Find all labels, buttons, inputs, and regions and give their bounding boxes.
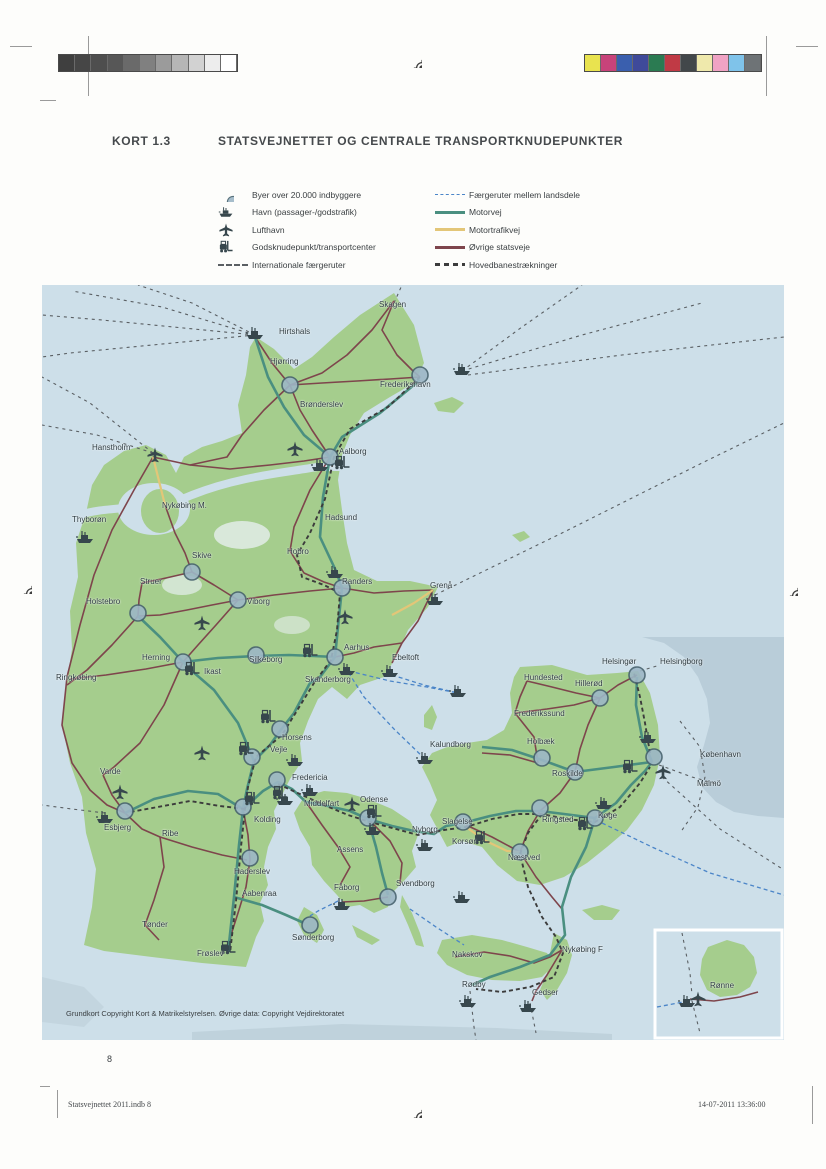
registration-mark-top — [404, 50, 422, 68]
city-marker — [242, 850, 258, 866]
city-marker — [380, 889, 396, 905]
map-city-label: Frøslev — [197, 949, 224, 958]
domestic-ferry-dash-icon — [435, 194, 469, 195]
city-marker — [130, 605, 146, 621]
crop-mark — [40, 1086, 50, 1087]
map-city-label: Nykøbing M. — [162, 501, 207, 510]
legend-item — [435, 186, 645, 204]
map-city-label: Fredericia — [292, 773, 328, 782]
map-city-label: Hadsund — [325, 513, 358, 522]
map-city-label: Skanderborg — [305, 675, 351, 684]
map-city-label: Rødby — [462, 980, 486, 989]
calibration-cell — [649, 55, 665, 71]
map-copyright: Grundkort Copyright Kort & Matrikelstyrelsen. Øvrige data: Copyright Vejdirektoratet — [66, 1009, 345, 1018]
map-city-label: Skive — [192, 551, 212, 560]
legend-item-label: Godsknudepunkt/transportcenter — [252, 242, 376, 253]
map-city-label: Tønder — [142, 920, 168, 929]
city-marker — [230, 592, 246, 608]
map-city-label: Ringsted — [542, 815, 574, 824]
city-marker — [302, 917, 318, 933]
legend-item-label: Havn (passager-/godstrafik) — [252, 207, 357, 218]
map-city-label: Aalborg — [339, 447, 367, 456]
map-city-label: Hillerød — [575, 679, 603, 688]
legend-item — [218, 221, 418, 239]
map-city-label: Kalundborg — [430, 740, 471, 749]
calibration-cell — [713, 55, 729, 71]
legend-column-right — [435, 186, 645, 274]
legend-item — [435, 239, 645, 257]
map-city-label: Gedser — [532, 988, 559, 997]
map-city-label: Aarhus — [344, 643, 370, 652]
legend-item-label: Motortrafikvej — [469, 224, 521, 235]
map-city-label: Fåborg — [334, 883, 360, 892]
state-road-line-icon — [435, 246, 469, 249]
footer-filename: Statsvejnettet 2011.indb 8 — [68, 1100, 152, 1109]
map-city-label: Sønderborg — [292, 933, 335, 942]
legend-item — [435, 221, 645, 239]
city-marker — [629, 667, 645, 683]
map-city-label: Ebeltoft — [392, 653, 420, 662]
city-circle-icon — [218, 188, 252, 202]
map-denmark — [42, 285, 784, 1040]
city-marker — [117, 803, 133, 819]
map-city-label: Randers — [342, 577, 373, 586]
map-city-label: Roskilde — [552, 769, 583, 778]
legend-item — [435, 256, 645, 274]
footer-timestamp: 14-07-2011 13:36:00 — [698, 1100, 766, 1109]
calibration-cell — [585, 55, 601, 71]
forklift-icon — [218, 240, 252, 254]
railway-dash-icon — [435, 263, 469, 266]
legend-item-label: Hovedbanestrækninger — [469, 259, 558, 270]
calibration-cell — [140, 55, 156, 71]
map-city-label: Hjørring — [270, 357, 299, 366]
map-number: KORT 1.3 — [112, 134, 171, 148]
map-city-label: Kolding — [254, 815, 281, 824]
city-marker — [592, 690, 608, 706]
map-city-label: Silkeborg — [249, 655, 283, 664]
map-city-label: Rønne — [710, 981, 735, 990]
legend-item-label: Byer over 20.000 indbyggere — [252, 189, 362, 200]
motorway-line-icon — [435, 211, 469, 214]
legend-item — [218, 256, 418, 274]
map-city-label: Haderslev — [234, 867, 271, 876]
map-city-label: Aabenraa — [242, 889, 277, 898]
legend-item-label: Lufthavn — [252, 224, 285, 235]
legend-item — [435, 204, 645, 222]
map-city-label: Holbæk — [527, 737, 555, 746]
map-city-label: Skagen — [379, 300, 407, 309]
calibration-cell — [75, 55, 91, 71]
color-calibration-bar — [584, 54, 762, 72]
map-city-label: Slagelse — [442, 817, 473, 826]
calibration-cell — [601, 55, 617, 71]
expressway-line-icon — [435, 228, 469, 231]
map-city-label: Frederikshavn — [380, 380, 431, 389]
crop-mark — [10, 46, 32, 47]
map-city-label: Struer — [140, 577, 162, 586]
legend-item-label: Internationale færgeruter — [252, 259, 346, 270]
inland-lake — [214, 521, 270, 549]
calibration-cell — [59, 55, 75, 71]
calibration-cell — [745, 55, 761, 71]
crop-mark — [766, 36, 767, 96]
crop-mark — [57, 1090, 58, 1118]
map-city-label: Hobro — [287, 547, 309, 556]
registration-mark-left — [14, 576, 32, 594]
calibration-cell — [124, 55, 140, 71]
map-city-label: Esbjerg — [104, 823, 132, 832]
map-city-label: Korsør — [452, 837, 476, 846]
map-city-label: Nyborg — [412, 825, 438, 834]
city-marker — [327, 649, 343, 665]
calibration-cell — [665, 55, 681, 71]
map-city-label: Nakskov — [452, 950, 483, 959]
map-city-label: Ringkøbing — [56, 673, 97, 682]
international-ferry-dash-icon — [218, 264, 252, 266]
inland-lake — [274, 616, 310, 634]
legend-item — [218, 186, 418, 204]
legend-item-label: Færgeruter mellem landsdele — [469, 189, 581, 200]
page-title: STATSVEJNETTET OG CENTRALE TRANSPORTKNUDEPUNKTER — [218, 134, 624, 148]
calibration-cell — [156, 55, 172, 71]
map-city-label: Herning — [142, 653, 171, 662]
map-city-label: Holstebro — [86, 597, 121, 606]
calibration-cell — [91, 55, 107, 71]
map-city-label: Horsens — [282, 733, 312, 742]
calibration-cell — [221, 55, 237, 71]
calibration-cell — [729, 55, 745, 71]
map-city-label: Hanstholm — [92, 443, 131, 452]
crop-mark — [812, 1086, 813, 1124]
map-city-label: Viborg — [247, 597, 270, 606]
calibration-cell — [697, 55, 713, 71]
map-city-label: Brønderslev — [300, 400, 344, 409]
map-city-label: Hirtshals — [279, 327, 311, 336]
map-city-label: Grenå — [430, 581, 453, 590]
map-city-label: Ribe — [162, 829, 179, 838]
calibration-cell — [617, 55, 633, 71]
map-city-label: Helsingør — [602, 657, 637, 666]
city-marker — [184, 564, 200, 580]
city-marker — [282, 377, 298, 393]
map-city-label: Hundested — [524, 673, 563, 682]
legend-item-label: Øvrige statsveje — [469, 242, 530, 253]
calibration-cell — [205, 55, 221, 71]
legend-column-left — [218, 186, 418, 274]
ship-icon — [218, 205, 252, 219]
map-city-label: Assens — [337, 845, 364, 854]
airplane-icon — [218, 223, 252, 237]
map-city-label: Frederikssund — [514, 709, 565, 718]
crop-mark — [796, 46, 818, 47]
map-city-label: Køge — [598, 811, 618, 820]
map-city-label: Ikast — [204, 667, 221, 676]
city-marker — [534, 750, 550, 766]
map-city-label: Varde — [100, 767, 121, 776]
city-marker — [532, 800, 548, 816]
crop-mark — [40, 100, 56, 101]
legend-item-label: Motorvej — [469, 207, 502, 218]
city-marker — [646, 749, 662, 765]
calibration-cell — [633, 55, 649, 71]
calibration-cell — [108, 55, 124, 71]
map-city-label: Næstved — [508, 853, 541, 862]
grayscale-calibration-bar — [58, 54, 238, 72]
legend-item — [218, 239, 418, 257]
calibration-cell — [172, 55, 188, 71]
map-city-label: Helsingborg — [660, 657, 703, 666]
registration-mark-bottom — [404, 1100, 422, 1118]
map-city-label: København — [700, 750, 741, 759]
map-city-label: Odense — [360, 795, 389, 804]
map-city-label: Nykøbing F — [562, 945, 603, 954]
city-marker — [269, 772, 285, 788]
map-city-label: Thyborøn — [72, 515, 107, 524]
map-city-label: Malmö — [697, 779, 722, 788]
map-city-label: Vejle — [270, 745, 288, 754]
map-city-label: Middelfart — [304, 799, 340, 808]
calibration-cell — [189, 55, 205, 71]
legend-item — [218, 204, 418, 222]
map-city-label: Svendborg — [396, 879, 435, 888]
calibration-cell — [681, 55, 697, 71]
page-number: 8 — [107, 1054, 113, 1064]
